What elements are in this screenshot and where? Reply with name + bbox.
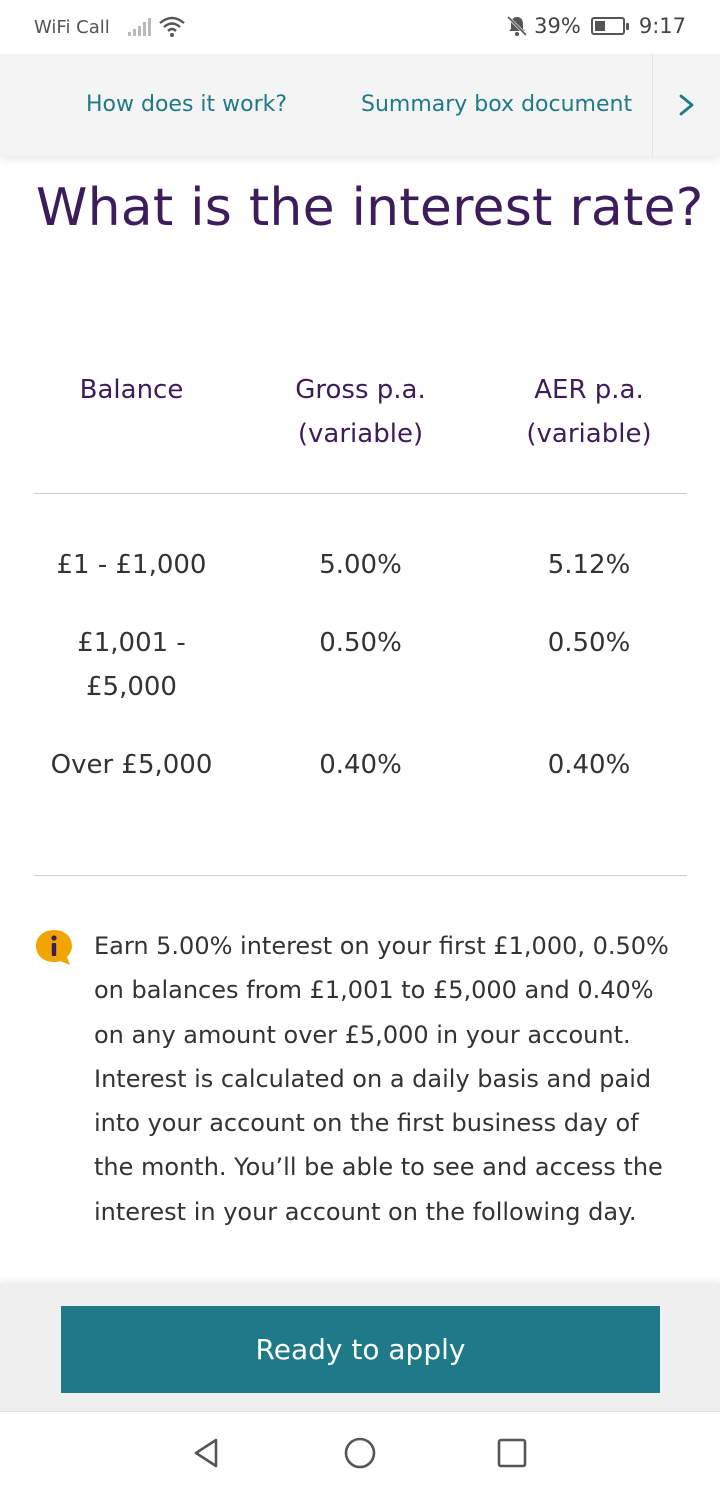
header-aer-line-1: AER p.a. xyxy=(534,375,644,405)
chevron-right-icon xyxy=(677,93,697,117)
info-line-4: Interest is calculated on a daily basis and paid xyxy=(94,1064,652,1093)
system-nav-bar xyxy=(0,1411,720,1493)
status-bar xyxy=(0,0,720,56)
info-line-2: on balances from £1,001 to £5,000 and 0.40% xyxy=(94,976,654,1005)
header-gross xyxy=(274,368,447,456)
header-gross-line-1: Gross p.a. xyxy=(295,375,426,405)
row-3-balance-line: Over £5,000 xyxy=(50,750,213,780)
tab-how-does-it-work[interactable]: How does it work? xyxy=(86,92,288,117)
row-2-balance-line-1: £1,001 - xyxy=(77,628,186,658)
back-triangle-icon[interactable] xyxy=(190,1436,224,1470)
header-gross-line-2: (variable) xyxy=(297,419,424,449)
recent-square-icon[interactable] xyxy=(495,1436,529,1470)
header-balance-line: Balance xyxy=(79,375,184,405)
header-aer xyxy=(494,368,684,456)
row-3-balance xyxy=(34,743,229,787)
info-line-7: interest in your account on the following day. xyxy=(94,1197,637,1226)
info-line-5: into your account on the first business day of xyxy=(94,1109,639,1138)
table-divider-bottom xyxy=(34,875,687,876)
carrier-label: WiFi Call xyxy=(34,16,110,38)
tab-scroll-next-button[interactable] xyxy=(652,54,720,156)
tab-strip xyxy=(0,54,720,156)
row-2-balance xyxy=(34,621,229,709)
battery-icon xyxy=(591,17,625,35)
footer-bar xyxy=(0,1283,720,1411)
page-title: What is the interest rate? xyxy=(36,178,704,238)
tab-summary-box-document[interactable]: Summary box document xyxy=(361,92,633,117)
info-line-6: the month. You’ll be able to see and access the xyxy=(94,1153,663,1182)
wifi-icon xyxy=(159,16,185,38)
row-2-gross: 0.50% xyxy=(319,628,402,658)
table-divider-top xyxy=(34,493,687,494)
row-1-balance xyxy=(34,543,229,587)
info-line-3: on any amount over £5,000 in your account. xyxy=(94,1020,631,1049)
status-right xyxy=(506,14,686,38)
row-1-aer: 5.12% xyxy=(547,550,631,580)
row-2-balance-line-2: £5,000 xyxy=(86,672,177,702)
info-line-1: Earn 5.00% interest on your first £1,000, 0.50% xyxy=(94,932,669,960)
status-left xyxy=(34,16,185,38)
signal-icon xyxy=(128,18,151,36)
row-3-aer: 0.40% xyxy=(547,750,631,780)
clock-time: 9:17 xyxy=(638,14,686,38)
info-icon xyxy=(34,928,74,966)
header-balance xyxy=(34,368,229,412)
row-1-gross: 5.00% xyxy=(319,550,402,580)
bell-off-icon xyxy=(506,15,528,37)
interest-info-text xyxy=(94,924,694,1234)
home-circle-icon[interactable] xyxy=(343,1436,377,1470)
ready-to-apply-button[interactable]: Ready to apply xyxy=(61,1306,660,1393)
row-3-gross: 0.40% xyxy=(319,750,402,780)
header-aer-line-2: (variable) xyxy=(526,419,652,449)
row-1-balance-line: £1 - £1,000 xyxy=(56,550,207,580)
row-2-aer: 0.50% xyxy=(547,628,631,658)
battery-percent: 39% xyxy=(534,14,581,38)
